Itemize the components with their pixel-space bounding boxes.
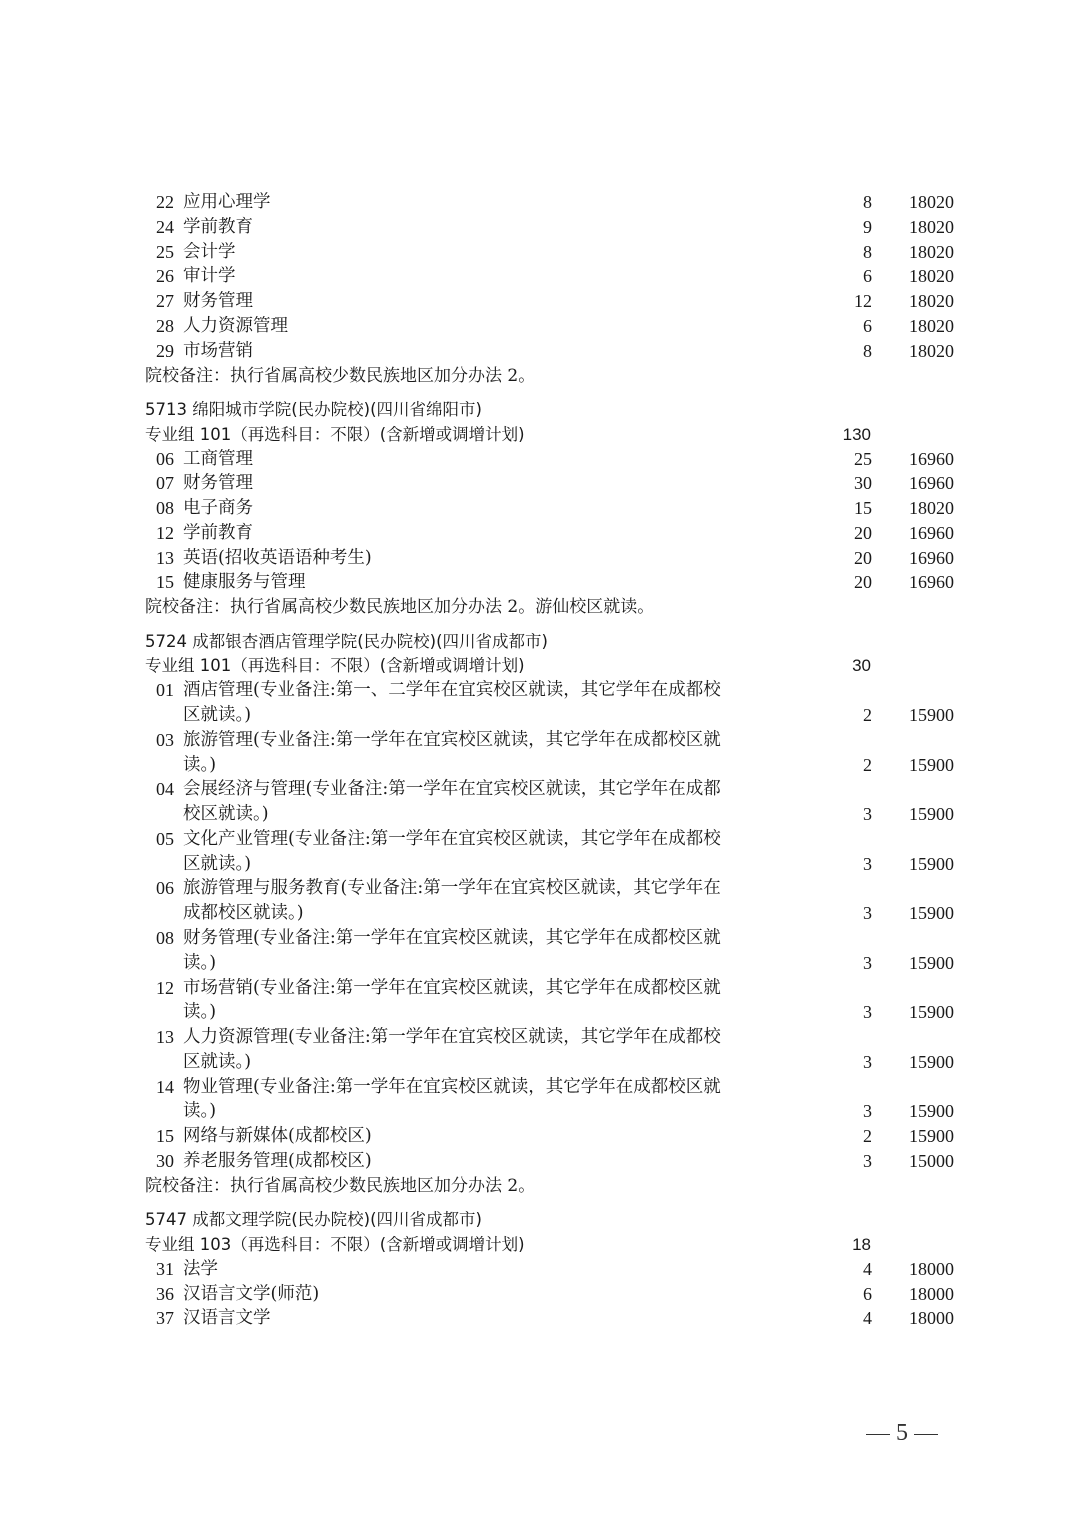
table-row [0, 215, 1080, 240]
tuition-fee: 15900 [909, 754, 954, 775]
table-row [0, 496, 1080, 521]
plan-count: 3 [863, 1051, 872, 1072]
plan-count: 8 [863, 241, 872, 262]
table-row-continued [0, 753, 1080, 778]
group-header [0, 1232, 1080, 1257]
major-name: 财务管理 [183, 291, 253, 312]
major-name: 人力资源管理 [183, 315, 288, 336]
school-note-text: 院校备注：执行省属高校少数民族地区加分办法 2。 [145, 365, 536, 386]
plan-count: 6 [863, 1283, 872, 1304]
table-row [0, 926, 1080, 951]
plan-count: 12 [854, 291, 872, 312]
major-name: 网络与新媒体(成都校区) [183, 1126, 372, 1147]
group-count: 18 [852, 1235, 871, 1254]
page-number [858, 1418, 946, 1448]
school-name: 5747 成都文理学院(民办院校)(四川省成都市) [145, 1210, 482, 1230]
school-name: 5724 成都银杏酒店管理学院(民办院校)(四川省成都市) [145, 631, 548, 651]
tuition-fee: 16960 [909, 448, 954, 469]
table-row [0, 339, 1080, 364]
major-name: 审计学 [183, 266, 236, 287]
plan-count: 6 [863, 315, 872, 336]
major-name: 会计学 [183, 241, 236, 262]
tuition-fee: 18020 [909, 291, 954, 312]
table-row [0, 264, 1080, 289]
tuition-fee: 15900 [909, 1002, 954, 1023]
school-note [0, 1174, 1080, 1199]
table-row-continued [0, 951, 1080, 976]
major-code: 30 [156, 1151, 174, 1171]
tuition-fee: 16960 [909, 522, 954, 543]
major-name-continued: 区就读。) [183, 1051, 252, 1072]
major-code: 04 [156, 779, 174, 800]
major-code: 12 [156, 977, 174, 998]
school-name: 5713 绵阳城市学院(民办院校)(四川省绵阳市) [145, 399, 482, 419]
table-row-continued [0, 703, 1080, 728]
table-row [0, 728, 1080, 753]
major-code: 31 [156, 1258, 174, 1279]
group-count: 30 [852, 656, 871, 676]
major-code: 15 [156, 1126, 174, 1147]
major-name-continued: 读。) [183, 952, 217, 973]
major-code: 08 [156, 498, 174, 518]
plan-count: 8 [863, 340, 872, 361]
major-code: 06 [156, 448, 174, 469]
table-row [0, 1306, 1080, 1331]
plan-count: 2 [863, 754, 872, 775]
major-name: 市场营销 [183, 340, 253, 361]
plan-count: 9 [863, 216, 872, 237]
table-row [0, 447, 1080, 472]
tuition-fee: 15900 [909, 1101, 954, 1122]
major-name: 应用心理学 [183, 192, 271, 212]
table-row [0, 240, 1080, 265]
plan-count: 20 [854, 522, 872, 543]
major-name-continued: 区就读。) [183, 853, 252, 874]
table-row [0, 546, 1080, 571]
major-code: 14 [156, 1076, 174, 1097]
plan-count: 3 [863, 804, 872, 825]
group-name: 专业组 101（再选科目：不限）(含新增或调增计划) [145, 424, 525, 444]
school-header [0, 1207, 1080, 1232]
table-row-continued [0, 852, 1080, 877]
major-code: 15 [156, 572, 174, 593]
tuition-fee: 18000 [909, 1283, 954, 1304]
tuition-fee: 15000 [909, 1151, 954, 1171]
major-name: 英语(招收英语语种考生) [183, 547, 372, 568]
plan-count: 3 [863, 1002, 872, 1023]
group-name: 专业组 101（再选科目：不限）(含新增或调增计划) [145, 656, 525, 676]
major-name: 会展经济与管理(专业备注:第一学年在宜宾校区就读，其它学年在成都 [183, 779, 721, 800]
group-header [0, 422, 1080, 447]
plan-count: 3 [863, 952, 872, 973]
table-row-continued [0, 802, 1080, 827]
tuition-fee: 15900 [909, 704, 954, 725]
major-code: 03 [156, 729, 174, 750]
major-name: 旅游管理与服务教育(专业备注:第一学年在宜宾校区就读，其它学年在 [183, 878, 721, 899]
major-name: 市场营销(专业备注:第一学年在宜宾校区就读，其它学年在成都校区就 [183, 977, 721, 998]
table-row [0, 678, 1080, 703]
plan-count: 3 [863, 1101, 872, 1122]
major-code: 37 [156, 1308, 174, 1329]
tuition-fee: 15900 [909, 804, 954, 825]
table-row-continued [0, 1099, 1080, 1124]
table-row [0, 1257, 1080, 1282]
major-name-continued: 校区就读。) [183, 804, 269, 825]
major-name-continued: 读。) [183, 1101, 217, 1122]
table-row [0, 190, 1080, 215]
tuition-fee: 18000 [909, 1258, 954, 1279]
school-note [0, 595, 1080, 620]
tuition-fee: 18020 [909, 498, 954, 518]
plan-count: 4 [863, 1308, 872, 1329]
major-name-continued: 读。) [183, 754, 217, 775]
plan-count: 4 [863, 1258, 872, 1279]
major-name: 健康服务与管理 [183, 572, 306, 593]
major-code: 01 [156, 680, 174, 701]
tuition-fee: 15900 [909, 1051, 954, 1072]
tuition-fee: 15900 [909, 853, 954, 874]
group-count: 130 [842, 424, 871, 444]
school-note [0, 364, 1080, 389]
school-header [0, 629, 1080, 654]
plan-count: 3 [863, 1151, 872, 1171]
school-header [0, 397, 1080, 422]
table-row-continued [0, 901, 1080, 926]
table-row [0, 1124, 1080, 1149]
plan-count: 15 [854, 498, 872, 518]
dash-right [914, 1434, 938, 1435]
major-code: 22 [156, 192, 174, 212]
table-row [0, 976, 1080, 1001]
major-name: 学前教育 [183, 216, 253, 237]
table-row [0, 1075, 1080, 1100]
major-code: 29 [156, 340, 174, 361]
major-code: 28 [156, 315, 174, 336]
tuition-fee: 18020 [909, 241, 954, 262]
major-name: 物业管理(专业备注:第一学年在宜宾校区就读，其它学年在成都校区就 [183, 1076, 721, 1097]
table-row-continued [0, 1050, 1080, 1075]
table-row [0, 876, 1080, 901]
major-name-continued: 成都校区就读。) [183, 903, 304, 924]
plan-count: 2 [863, 704, 872, 725]
plan-count: 6 [863, 266, 872, 287]
major-name: 财务管理(专业备注:第一学年在宜宾校区就读，其它学年在成都校区就 [183, 928, 721, 948]
major-name: 养老服务管理(成都校区) [183, 1151, 372, 1171]
major-name-continued: 读。) [183, 1002, 217, 1023]
table-row [0, 1282, 1080, 1307]
plan-count: 3 [863, 903, 872, 924]
tuition-fee: 18000 [909, 1308, 954, 1329]
plan-count: 3 [863, 853, 872, 874]
tuition-fee: 18020 [909, 340, 954, 361]
table-row [0, 471, 1080, 496]
major-name-continued: 区就读。) [183, 704, 252, 725]
table-row [0, 314, 1080, 339]
table-row-continued [0, 1000, 1080, 1025]
major-code: 26 [156, 266, 174, 287]
major-name: 学前教育 [183, 522, 253, 543]
tuition-fee: 16960 [909, 547, 954, 568]
tuition-fee: 18020 [909, 216, 954, 237]
major-code: 36 [156, 1283, 174, 1304]
tuition-fee: 15900 [909, 952, 954, 973]
major-name: 文化产业管理(专业备注:第一学年在宜宾校区就读，其它学年在成都校 [183, 828, 721, 849]
school-note-text: 院校备注：执行省属高校少数民族地区加分办法 2。游仙校区就读。 [145, 597, 655, 618]
table-row [0, 1025, 1080, 1050]
major-code: 06 [156, 878, 174, 899]
plan-count: 20 [854, 547, 872, 568]
tuition-fee: 15900 [909, 903, 954, 924]
table-row [0, 1149, 1080, 1174]
major-code: 13 [156, 547, 174, 568]
major-code: 27 [156, 291, 174, 312]
tuition-fee: 18020 [909, 192, 954, 212]
tuition-fee: 16960 [909, 473, 954, 494]
school-note-text: 院校备注：执行省属高校少数民族地区加分办法 2。 [145, 1175, 536, 1196]
plan-count: 20 [854, 572, 872, 593]
plan-count: 30 [854, 473, 872, 494]
major-name: 法学 [183, 1258, 218, 1279]
group-name: 专业组 103（再选科目：不限）(含新增或调增计划) [145, 1235, 525, 1254]
dash-left [866, 1434, 890, 1435]
major-name: 汉语言文学(师范) [183, 1283, 320, 1304]
major-name: 电子商务 [183, 498, 253, 518]
plan-count: 25 [854, 448, 872, 469]
tuition-fee: 15900 [909, 1126, 954, 1147]
major-code: 24 [156, 216, 174, 237]
table-row [0, 827, 1080, 852]
major-name: 酒店管理(专业备注:第一、二学年在宜宾校区就读，其它学年在成都校 [183, 680, 721, 701]
tuition-fee: 18020 [909, 266, 954, 287]
major-name: 人力资源管理(专业备注:第一学年在宜宾校区就读，其它学年在成都校 [183, 1027, 721, 1048]
plan-count: 2 [863, 1126, 872, 1147]
major-name: 财务管理 [183, 473, 253, 494]
table-row [0, 521, 1080, 546]
major-name: 旅游管理(专业备注:第一学年在宜宾校区就读，其它学年在成都校区就 [183, 729, 721, 750]
major-code: 05 [156, 828, 174, 849]
major-name: 汉语言文学 [183, 1308, 271, 1329]
table-row [0, 570, 1080, 595]
page-number-value: 5 [896, 1420, 908, 1446]
major-code: 25 [156, 241, 174, 262]
major-name: 工商管理 [183, 448, 253, 469]
major-code: 07 [156, 473, 174, 494]
table-row [0, 289, 1080, 314]
major-code: 13 [156, 1027, 174, 1048]
table-row [0, 777, 1080, 802]
tuition-fee: 18020 [909, 315, 954, 336]
major-code: 12 [156, 522, 174, 543]
group-header [0, 653, 1080, 678]
tuition-fee: 16960 [909, 572, 954, 593]
plan-count: 8 [863, 192, 872, 212]
major-code: 08 [156, 928, 174, 948]
